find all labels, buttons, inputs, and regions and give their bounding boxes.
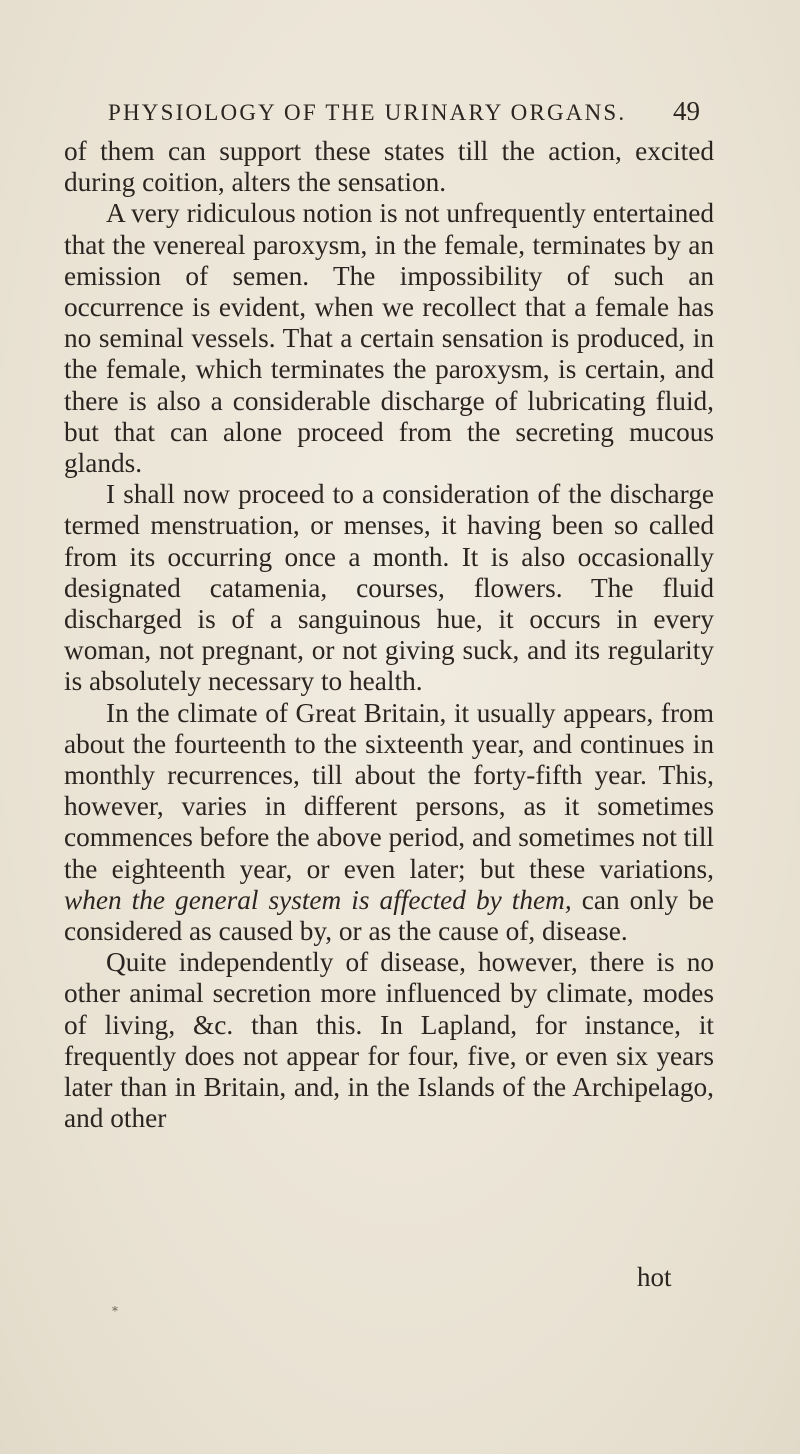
paragraph-text: can only be considered as caused by, or as the cause of, disease. — [64, 884, 714, 947]
paragraph — [64, 698, 714, 948]
paragraph-text: Quite independently of disease, however, there is no other animal secretion more influenced by climate, modes of living, &c. than this. In Lapland, for instance, it frequently does not appear for four, five, or even six years later than in Britain, and, in the Islands of the Archipelago, and other — [64, 947, 714, 1134]
paragraph-text: In the climate of Great Britain, it usually appears, from about the fourteenth to the sixteenth year, and continues in monthly recurrences, till about the forty-fifth year. This, however, varies in different persons, as it sometimes commences before the above period, and sometimes not till the eighteenth year, or even later; but these variations, — [64, 697, 714, 884]
paragraph — [64, 136, 714, 198]
paragraph — [64, 479, 714, 697]
paragraph — [64, 198, 714, 479]
signature-mark: * — [112, 1304, 118, 1318]
paragraph-text: A very ridiculous notion is not unfrequently entertained that the venereal paroxysm, in the female, terminates by an emission of semen. The impossibility of such an occurrence is evident, when we recollect that a female has no seminal vessels. That a certain sensation is produced, in the female, which terminates the paroxysm, is certain, and there is also a considerable discharge of lubricating fluid, but that can alone proceed from the secreting mucous glands. — [64, 198, 714, 479]
catchword: hot — [637, 1262, 672, 1292]
page-number: 49 — [673, 96, 700, 126]
paragraph-text: of them can support these states till the action, excited during coition, alters the sensation. — [64, 136, 714, 198]
paragraph — [64, 947, 714, 1134]
paragraph-text: I shall now proceed to a consideration of the discharge termed menstruation, or menses, it having been so called from its occurring once a month. It is also occasionally designated catamenia, courses, flowers. The fluid discharged is of a sanguinous hue, it occurs in every woman, not pregnant, or not giving suck, and its regularity is absolutely necessary to health. — [64, 479, 714, 697]
running-header: PHYSIOLOGY OF THE URINARY ORGANS. — [108, 100, 627, 125]
body-text — [64, 136, 714, 1135]
italic-text: when the general system is affected by them, — [64, 884, 572, 915]
